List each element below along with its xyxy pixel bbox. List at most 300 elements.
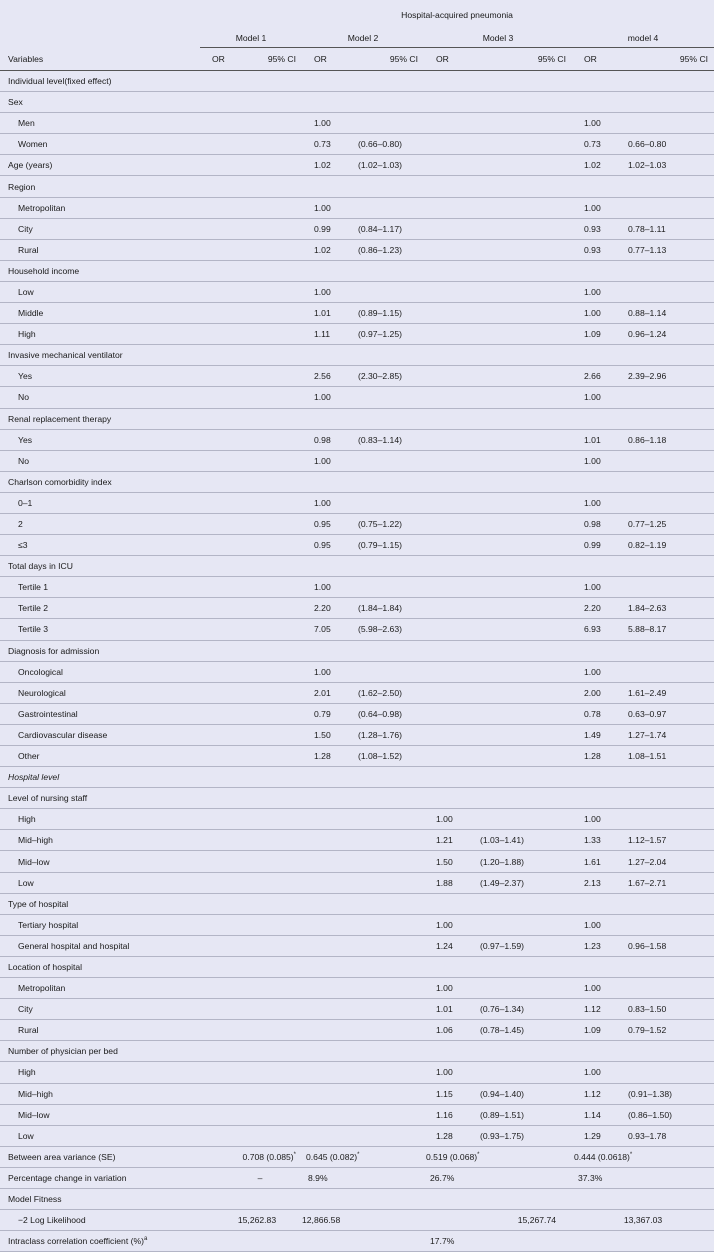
m1-or-header: OR <box>200 48 238 71</box>
model-3-or-cell <box>424 324 466 345</box>
model-1-or-cell <box>200 408 238 429</box>
variance-m1: 0.708 (0.085)* <box>200 1146 302 1167</box>
pct-row <box>0 1167 714 1188</box>
table-row <box>0 830 714 851</box>
model-1-ci-cell <box>238 303 302 324</box>
model-1-ci-cell <box>238 450 302 471</box>
model-1-or-cell <box>200 239 238 260</box>
model-1-ci-cell <box>238 260 302 281</box>
model-4-ci-cell <box>614 113 714 134</box>
model-1-or-cell <box>200 746 238 767</box>
table-row <box>0 556 714 577</box>
header-model-row <box>0 28 714 48</box>
table-row <box>0 1062 714 1083</box>
model-1-or-cell <box>200 893 238 914</box>
model-1-ci-cell <box>238 830 302 851</box>
model-4-ci-cell <box>614 978 714 999</box>
model-3-ci-cell: (0.78–1.45) <box>466 1020 572 1041</box>
m4-or-header: OR <box>572 48 614 71</box>
table-row <box>0 999 714 1020</box>
model-1-ci-cell <box>238 408 302 429</box>
model-1-or-cell <box>200 366 238 387</box>
table-row <box>0 513 714 534</box>
model-1-or-cell <box>200 218 238 239</box>
model-4-ci-cell: 0.93–1.78 <box>614 1125 714 1146</box>
model-1-ci-cell <box>238 767 302 788</box>
model-1-ci-cell <box>238 619 302 640</box>
model-3-ci-cell <box>466 492 572 513</box>
model-2-or-cell <box>302 999 344 1020</box>
model-1-ci-cell <box>238 429 302 450</box>
model-3-ci-cell <box>466 703 572 724</box>
model-2-or-cell <box>302 1083 344 1104</box>
model-2-or-cell <box>302 640 344 661</box>
row-label: High <box>0 1062 200 1083</box>
model-1-or-cell <box>200 1062 238 1083</box>
model-1-ci-cell <box>238 92 302 113</box>
model-4-or-cell: 1.28 <box>572 746 614 767</box>
table-row <box>0 914 714 935</box>
model-4-ci-cell <box>614 914 714 935</box>
model-1-ci-cell <box>238 471 302 492</box>
model-4-ci-cell: 1.84–2.63 <box>614 598 714 619</box>
model-3-or-cell <box>424 788 466 809</box>
model-2-ci-cell <box>344 113 424 134</box>
row-label: Tertiary hospital <box>0 914 200 935</box>
model-3-ci-cell <box>466 682 572 703</box>
loglik-row <box>0 1210 714 1231</box>
model-3-ci-cell <box>466 1062 572 1083</box>
row-label: Individual level(fixed effect) <box>0 71 200 92</box>
model-1-or-cell <box>200 830 238 851</box>
model-4-or-cell: 2.66 <box>572 366 614 387</box>
model-1-ci-cell <box>238 809 302 830</box>
table-row <box>0 851 714 872</box>
model-3-or-cell: 1.88 <box>424 872 466 893</box>
pct-m1: – <box>200 1167 302 1188</box>
model-2-or-cell <box>302 872 344 893</box>
table-row <box>0 1125 714 1146</box>
model-4-ci-cell <box>614 661 714 682</box>
row-label: Level of nursing staff <box>0 788 200 809</box>
model-3-or-cell: 1.00 <box>424 914 466 935</box>
model-3-ci-cell <box>466 535 572 556</box>
model-2-ci-cell <box>344 1062 424 1083</box>
model-2-or-cell: 0.79 <box>302 703 344 724</box>
model-2-or-cell <box>302 556 344 577</box>
m3-ci-header: 95% CI <box>466 48 572 71</box>
model-4-or-cell: 1.12 <box>572 999 614 1020</box>
model-3-ci-cell <box>466 513 572 534</box>
table-row <box>0 92 714 113</box>
table-row <box>0 1020 714 1041</box>
model-3-or-cell <box>424 387 466 408</box>
model-4-ci-cell <box>614 345 714 366</box>
model-4-or-cell <box>572 471 614 492</box>
model-4-ci-cell <box>614 492 714 513</box>
group-title: Hospital-acquired pneumonia <box>401 10 513 20</box>
row-label: Sex <box>0 92 200 113</box>
fitness-row <box>0 1188 714 1209</box>
icc-value: 17.7% <box>424 1231 714 1252</box>
model-3-ci-cell: (0.89–1.51) <box>466 1104 572 1125</box>
model-1-ci-cell <box>238 556 302 577</box>
model-3-ci-cell <box>466 134 572 155</box>
table-row <box>0 197 714 218</box>
model-2-ci-cell <box>344 978 424 999</box>
table-row <box>0 345 714 366</box>
model-4-or-cell: 1.00 <box>572 197 614 218</box>
table-row <box>0 1041 714 1062</box>
row-label: Rural <box>0 239 200 260</box>
model-1-or-cell <box>200 281 238 302</box>
model-2-ci-cell <box>344 999 424 1020</box>
model-2-ci-cell: (1.08–1.52) <box>344 746 424 767</box>
model-4-or-cell: 1.00 <box>572 978 614 999</box>
model-1-ci-cell <box>238 366 302 387</box>
model-1-or-cell <box>200 682 238 703</box>
row-label: Tertile 3 <box>0 619 200 640</box>
model-4-ci-cell: 0.63–0.97 <box>614 703 714 724</box>
model-4-or-cell: 1.00 <box>572 914 614 935</box>
model-4-or-cell: 1.49 <box>572 724 614 745</box>
model-3-ci-cell <box>466 366 572 387</box>
row-label: Mid–low <box>0 1104 200 1125</box>
row-label: City <box>0 218 200 239</box>
model-4-or-cell <box>572 788 614 809</box>
model-1-or-cell <box>200 914 238 935</box>
row-label: Number of physician per bed <box>0 1041 200 1062</box>
model-2-or-cell: 1.00 <box>302 577 344 598</box>
model-4-ci-cell <box>614 1062 714 1083</box>
row-label: 2 <box>0 513 200 534</box>
model-3-ci-cell <box>466 303 572 324</box>
model-3-ci-cell <box>466 556 572 577</box>
model-2-ci-cell <box>344 1125 424 1146</box>
variance-row <box>0 1146 714 1167</box>
row-label: Tertile 2 <box>0 598 200 619</box>
model-4-ci-cell <box>614 809 714 830</box>
model-4-or-cell <box>572 893 614 914</box>
model-2-ci-cell: (5.98–2.63) <box>344 619 424 640</box>
table-row <box>0 724 714 745</box>
model-2-ci-cell <box>344 260 424 281</box>
model-1-ci-cell <box>238 1125 302 1146</box>
model-3-or-cell <box>424 134 466 155</box>
model-4-or-cell: 1.00 <box>572 492 614 513</box>
row-label: Mid–high <box>0 830 200 851</box>
model-4-ci-cell: 0.82–1.19 <box>614 535 714 556</box>
model-1-or-cell <box>200 703 238 724</box>
model-2-or-cell: 2.01 <box>302 682 344 703</box>
model-1-ci-cell <box>238 893 302 914</box>
model-2-or-cell: 1.00 <box>302 492 344 513</box>
model-1-ci-cell <box>238 197 302 218</box>
model-3-or-cell <box>424 577 466 598</box>
model-4-or-cell <box>572 92 614 113</box>
model-3-or-cell <box>424 1041 466 1062</box>
model-2-or-cell: 2.56 <box>302 366 344 387</box>
model-1-ci-cell <box>238 1104 302 1125</box>
model-2-ci-cell <box>344 450 424 471</box>
table-row <box>0 956 714 977</box>
model-3-ci-cell <box>466 661 572 682</box>
model-2-or-cell: 1.11 <box>302 324 344 345</box>
model-3-ci-cell <box>466 1041 572 1062</box>
model-3-ci-cell <box>466 155 572 176</box>
model-4-ci-cell: 0.88–1.14 <box>614 303 714 324</box>
model-3-or-cell <box>424 176 466 197</box>
model-2-or-cell <box>302 809 344 830</box>
row-label: Diagnosis for admission <box>0 640 200 661</box>
model-4-or-cell: 1.14 <box>572 1104 614 1125</box>
model-3-or-cell <box>424 429 466 450</box>
model-4-or-cell: 1.23 <box>572 935 614 956</box>
model-3-or-cell <box>424 682 466 703</box>
model-3-or-cell <box>424 303 466 324</box>
model-3-or-cell: 1.15 <box>424 1083 466 1104</box>
model-4-ci-cell: (0.86–1.50) <box>614 1104 714 1125</box>
model-4-or-cell: 0.99 <box>572 535 614 556</box>
model-1-ci-cell <box>238 872 302 893</box>
header-column-row <box>0 48 714 71</box>
model-2-or-cell: 1.00 <box>302 113 344 134</box>
model-2-or-cell <box>302 956 344 977</box>
model-3-ci-cell <box>466 345 572 366</box>
header-group-row <box>0 0 714 28</box>
variables-header: Variables <box>0 48 200 71</box>
table-row <box>0 577 714 598</box>
model-4-or-cell: 2.00 <box>572 682 614 703</box>
model-1-or-cell <box>200 535 238 556</box>
row-label: Oncological <box>0 661 200 682</box>
table-row <box>0 978 714 999</box>
model-3-ci-cell <box>466 113 572 134</box>
model-3-or-cell <box>424 724 466 745</box>
model-2-ci-cell <box>344 1041 424 1062</box>
model-2-ci-cell <box>344 1104 424 1125</box>
model-2-ci-cell <box>344 914 424 935</box>
model-2-ci-cell: (0.64–0.98) <box>344 703 424 724</box>
model-1-ci-cell <box>238 71 302 92</box>
model-1-ci-cell <box>238 1041 302 1062</box>
model-2-or-cell <box>302 978 344 999</box>
row-label: Neurological <box>0 682 200 703</box>
model-4-or-cell: 1.61 <box>572 851 614 872</box>
model-2-ci-cell: (1.62–2.50) <box>344 682 424 703</box>
table-row <box>0 218 714 239</box>
model-2-or-cell: 0.95 <box>302 513 344 534</box>
model-2-or-cell <box>302 1041 344 1062</box>
model-4-ci-cell: 5.88–8.17 <box>614 619 714 640</box>
model-4-ci-cell: 1.27–1.74 <box>614 724 714 745</box>
pct-label: Percentage change in variation <box>0 1167 200 1188</box>
model-3-ci-cell <box>466 640 572 661</box>
model-1-or-cell <box>200 851 238 872</box>
model-3-or-cell: 1.21 <box>424 830 466 851</box>
model-4-or-cell <box>572 71 614 92</box>
model-1-ci-cell <box>238 1020 302 1041</box>
model-1-or-cell <box>200 387 238 408</box>
model-3-ci-cell <box>466 450 572 471</box>
model-3-or-cell <box>424 113 466 134</box>
model-4-or-cell: 0.98 <box>572 513 614 534</box>
row-label: Tertile 1 <box>0 577 200 598</box>
model-2-or-cell <box>302 71 344 92</box>
row-label: Men <box>0 113 200 134</box>
model-4-or-cell: 1.00 <box>572 387 614 408</box>
model-1-or-cell <box>200 872 238 893</box>
variance-m4: 0.444 (0.0618)* <box>572 1146 714 1167</box>
model-2-or-cell <box>302 471 344 492</box>
model-1-or-cell <box>200 71 238 92</box>
row-label: ≤3 <box>0 535 200 556</box>
model-1-ci-cell <box>238 999 302 1020</box>
model-1-or-cell <box>200 999 238 1020</box>
model-1-or-cell <box>200 956 238 977</box>
pct-m4: 37.3% <box>572 1167 714 1188</box>
model-1-ci-cell <box>238 134 302 155</box>
row-label: 0–1 <box>0 492 200 513</box>
model-1-or-cell <box>200 92 238 113</box>
model-4-or-cell <box>572 408 614 429</box>
model-3-ci-cell <box>466 956 572 977</box>
model-1-or-cell <box>200 935 238 956</box>
model-2-ci-cell <box>344 935 424 956</box>
model-4-ci-cell <box>614 176 714 197</box>
model-3-or-cell <box>424 281 466 302</box>
table-row <box>0 893 714 914</box>
model-2-ci-cell <box>344 851 424 872</box>
loglik-label: −2 Log Likelihood <box>0 1210 200 1231</box>
model-3-or-cell <box>424 492 466 513</box>
model-1-ci-cell <box>238 788 302 809</box>
loglik-m2: 12,866.58 <box>302 1210 424 1231</box>
m2-or-header: OR <box>302 48 344 71</box>
table-row <box>0 640 714 661</box>
model-2-ci-cell <box>344 176 424 197</box>
model-3-or-cell <box>424 345 466 366</box>
row-label: Yes <box>0 429 200 450</box>
model-3-or-cell <box>424 71 466 92</box>
model-2-header: Model 2 <box>302 28 424 48</box>
model-3-ci-cell <box>466 598 572 619</box>
model-2-or-cell <box>302 914 344 935</box>
model-1-ci-cell <box>238 956 302 977</box>
row-label: Gastrointestinal <box>0 703 200 724</box>
model-2-or-cell <box>302 1125 344 1146</box>
model-4-ci-cell: 0.77–1.13 <box>614 239 714 260</box>
model-4-or-cell: 1.00 <box>572 303 614 324</box>
row-label: Low <box>0 281 200 302</box>
model-4-or-cell: 1.00 <box>572 577 614 598</box>
model-3-ci-cell <box>466 281 572 302</box>
model-3-or-cell <box>424 640 466 661</box>
model-3-ci-cell <box>466 176 572 197</box>
model-2-ci-cell <box>344 956 424 977</box>
model-1-ci-cell <box>238 1062 302 1083</box>
table-row <box>0 682 714 703</box>
model-1-ci-cell <box>238 914 302 935</box>
row-label: City <box>0 999 200 1020</box>
row-label: Mid–high <box>0 1083 200 1104</box>
model-2-or-cell: 0.99 <box>302 218 344 239</box>
row-label: High <box>0 809 200 830</box>
model-3-or-cell: 1.24 <box>424 935 466 956</box>
row-label: Age (years) <box>0 155 200 176</box>
row-label: Charlson comorbidity index <box>0 471 200 492</box>
model-3-or-cell: 1.00 <box>424 809 466 830</box>
table-row <box>0 661 714 682</box>
model-2-or-cell: 0.95 <box>302 535 344 556</box>
pct-m3: 26.7% <box>424 1167 572 1188</box>
model-2-ci-cell <box>344 197 424 218</box>
model-3-or-cell: 1.50 <box>424 851 466 872</box>
model-1-or-cell <box>200 429 238 450</box>
model-1-or-cell <box>200 113 238 134</box>
model-1-ci-cell <box>238 155 302 176</box>
table-row <box>0 703 714 724</box>
model-4-ci-cell: 1.08–1.51 <box>614 746 714 767</box>
model-4-or-cell <box>572 260 614 281</box>
model-1-or-cell <box>200 197 238 218</box>
model-3-ci-cell: (1.49–2.37) <box>466 872 572 893</box>
variance-m3: 0.519 (0.068)* <box>424 1146 572 1167</box>
table-row <box>0 260 714 281</box>
model-4-or-cell: 1.00 <box>572 661 614 682</box>
model-4-ci-cell: 1.02–1.03 <box>614 155 714 176</box>
model-1-ci-cell <box>238 387 302 408</box>
model-3-or-cell <box>424 450 466 471</box>
model-1-or-cell <box>200 155 238 176</box>
model-3-ci-cell <box>466 218 572 239</box>
table-row <box>0 303 714 324</box>
model-4-ci-cell: 0.96–1.24 <box>614 324 714 345</box>
row-label: Region <box>0 176 200 197</box>
model-4-ci-cell: 2.39–2.96 <box>614 366 714 387</box>
model-4-ci-cell <box>614 556 714 577</box>
model-2-or-cell <box>302 1104 344 1125</box>
row-label: Renal replacement therapy <box>0 408 200 429</box>
model-2-or-cell: 7.05 <box>302 619 344 640</box>
model-2-ci-cell <box>344 640 424 661</box>
table-row <box>0 619 714 640</box>
model-4-ci-cell <box>614 956 714 977</box>
model-1-or-cell <box>200 767 238 788</box>
model-3-ci-cell <box>466 809 572 830</box>
row-label: Type of hospital <box>0 893 200 914</box>
table-row <box>0 408 714 429</box>
model-1-or-cell <box>200 809 238 830</box>
table-row <box>0 324 714 345</box>
model-3-ci-cell: (1.03–1.41) <box>466 830 572 851</box>
model-1-or-cell <box>200 345 238 366</box>
model-2-ci-cell: (0.97–1.25) <box>344 324 424 345</box>
model-4-ci-cell: 0.96–1.58 <box>614 935 714 956</box>
model-3-ci-cell <box>466 788 572 809</box>
model-2-ci-cell: (1.02–1.03) <box>344 155 424 176</box>
table-row <box>0 134 714 155</box>
model-1-ci-cell <box>238 239 302 260</box>
model-2-or-cell <box>302 260 344 281</box>
model-2-or-cell <box>302 767 344 788</box>
model-1-or-cell <box>200 577 238 598</box>
model-3-ci-cell <box>466 92 572 113</box>
model-3-ci-cell: (0.76–1.34) <box>466 999 572 1020</box>
table-row <box>0 471 714 492</box>
model-1-ci-cell <box>238 1083 302 1104</box>
model-2-or-cell: 1.00 <box>302 661 344 682</box>
